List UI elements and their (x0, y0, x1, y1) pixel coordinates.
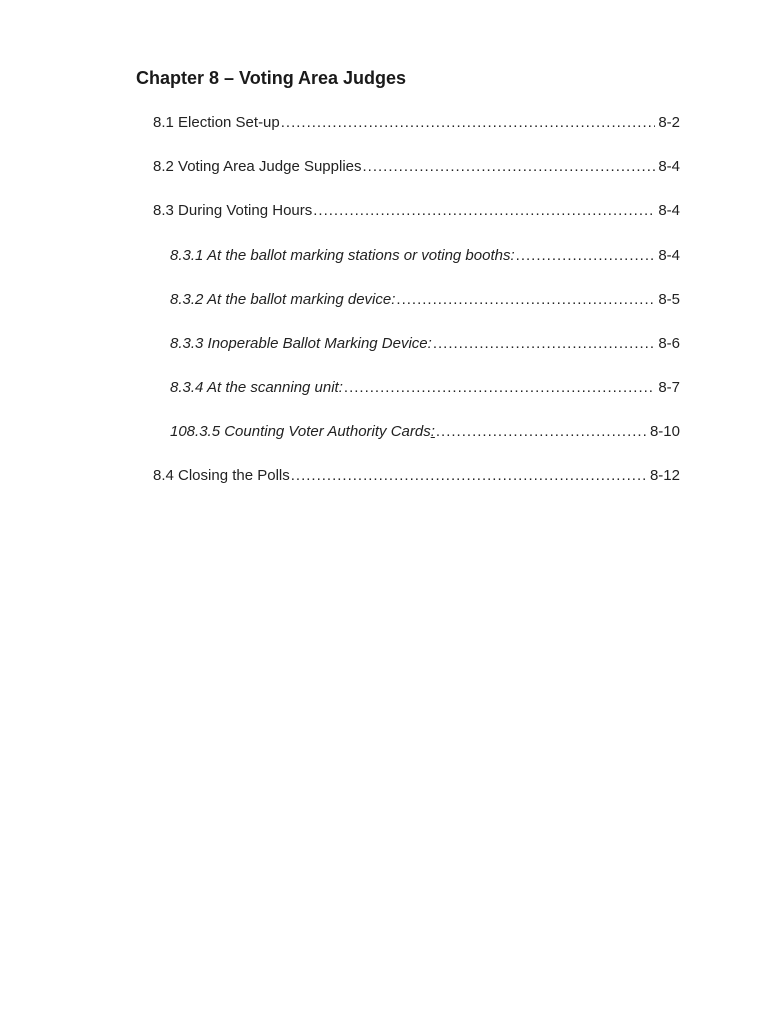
toc-entry-8-3-2[interactable] (170, 290, 680, 310)
toc-entry-label: 8.3.2 At the ballot marking device: (170, 291, 396, 308)
toc-dot-leader (516, 246, 656, 266)
toc-entry-8-3[interactable] (153, 201, 680, 221)
toc-page-number: 8-6 (658, 335, 680, 352)
toc-page-number: 8-10 (649, 423, 680, 440)
toc-entry-label-colon: : (430, 423, 435, 440)
toc-page-number: 8-5 (658, 291, 680, 308)
toc-entry-label-text: 108.3.5 Counting Voter Authority Cards (170, 423, 431, 440)
toc-entry-8-3-1[interactable] (170, 246, 680, 266)
toc-entry-8-2[interactable] (153, 157, 680, 177)
toc-entry-label: 8.4 Closing the Polls (153, 467, 290, 484)
toc-entry-label: 8.3.4 At the scanning unit: (170, 379, 343, 396)
chapter-title: Chapter 8 – Voting Area Judges (136, 68, 407, 88)
toc-entry-8-1[interactable] (153, 113, 680, 133)
toc-dot-leader (313, 201, 655, 221)
toc-page-number: 8-4 (658, 158, 680, 175)
toc-entry-label: 8.3.1 At the ballot marking stations or voting booths: (170, 247, 515, 264)
toc-dot-leader (344, 378, 655, 398)
toc-page-number: 8-4 (658, 247, 680, 264)
toc-dot-leader (281, 113, 656, 133)
toc-page-number: 8-7 (658, 379, 680, 396)
toc-entry-label: 8.3.3 Inoperable Ballot Marking Device: (170, 335, 432, 352)
toc-dot-leader (433, 334, 656, 354)
toc-entry-label: 8.3 During Voting Hours (153, 202, 313, 219)
toc-page-number: 8-12 (649, 467, 680, 484)
toc-dot-leader (363, 157, 656, 177)
toc-page-number: 8-4 (658, 202, 680, 219)
toc-entry-8-3-4[interactable] (170, 378, 680, 398)
toc-entry-8-3-3[interactable] (170, 334, 680, 354)
toc-entry-label (170, 422, 435, 442)
toc-entry-label: 8.2 Voting Area Judge Supplies (153, 158, 362, 175)
toc-entry-8-4[interactable] (153, 466, 680, 486)
toc-dot-leader (396, 290, 655, 310)
toc-page-number: 8-2 (658, 114, 680, 131)
toc-entry-label: 8.1 Election Set-up (153, 114, 280, 131)
toc-dot-leader (291, 466, 647, 486)
toc-dot-leader (436, 422, 647, 442)
toc-entry-8-3-5[interactable] (170, 422, 680, 442)
